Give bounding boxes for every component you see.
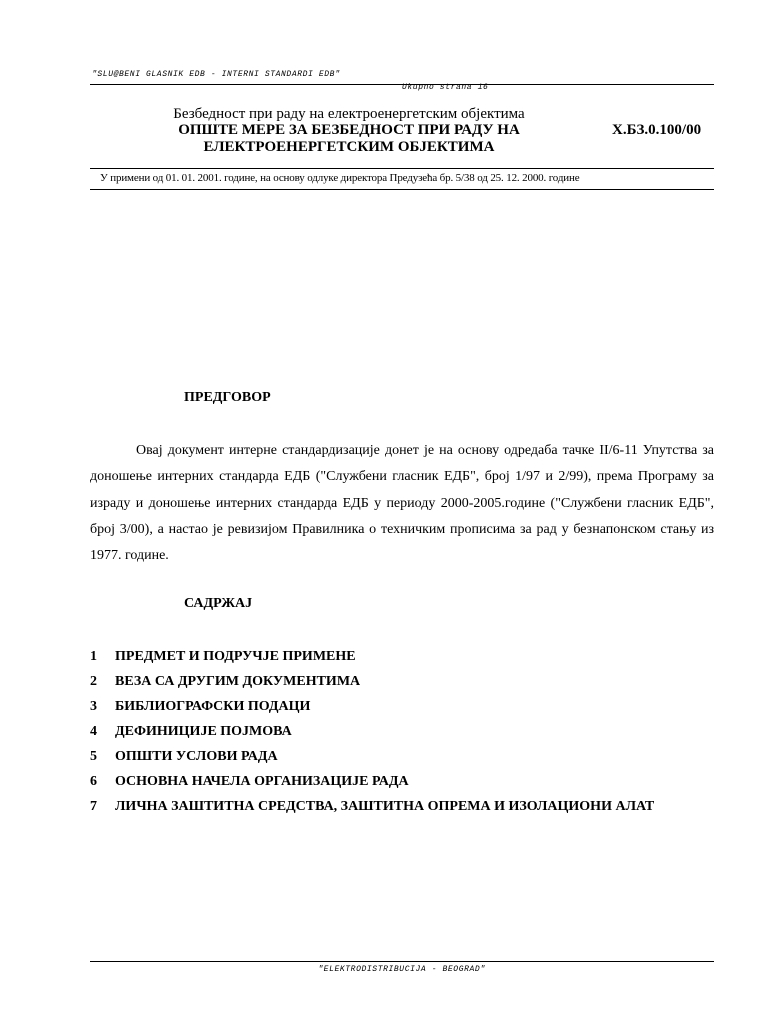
foreword-heading: ПРЕДГОВОР <box>184 390 271 405</box>
contents-item-title: ОПШТИ УСЛОВИ РАДА <box>115 749 278 764</box>
validity-bottom-rule <box>90 189 714 190</box>
header-journal: "SLU@BENI GLASNIK EDB - INTERNI STANDARDI EDB" <box>92 70 341 79</box>
contents-item <box>90 669 714 694</box>
contents-item <box>90 719 714 744</box>
document-subtitle: Безбедност при раду на електроенергетским објектима <box>173 106 525 122</box>
header-page-total: Ukupno strana 16 <box>402 83 489 92</box>
foreword-paragraph: Овај документ интерне стандардизације донет је на основу одредаба тачке II/6-11 Упутства за доношење интерних стандарда ЕДБ ("Службени гласник ЕДБ", број 1/97 и 2/99), према Програму за израду и доношење интерних стандарда ЕДБ у периоду 2000-2005.године ("Службени гласник ЕДБ", број 3/00), а настао је ревизијом Правилника о техничким прописима за рад у безнапонском стању из 1977. године. <box>90 443 714 564</box>
validity-top-rule <box>90 168 714 169</box>
contents-item-number: 3 <box>90 699 97 714</box>
contents-item-title: БИБЛИОГРАФСКИ ПОДАЦИ <box>115 699 311 714</box>
contents-item <box>90 769 714 794</box>
document-title-line-2: ЕЛЕКТРОЕНЕРГЕТСКИМ ОБЈЕКТИМА <box>203 139 495 155</box>
contents-item-number: 7 <box>90 799 97 814</box>
contents-item <box>90 644 714 669</box>
document-title-line-1: ОПШТЕ МЕРЕ ЗА БЕЗБЕДНОСТ ПРИ РАДУ НА <box>178 122 520 138</box>
contents-item-title: ОСНОВНА НАЧЕЛА ОРГАНИЗАЦИЈЕ РАДА <box>115 774 409 789</box>
contents-item-title: ДЕФИНИЦИЈЕ ПОЈМОВА <box>115 724 292 739</box>
contents-item <box>90 794 714 819</box>
contents-item-title: ВЕЗА СА ДРУГИМ ДОКУМЕНТИМА <box>115 674 361 689</box>
footer-rule <box>90 961 714 962</box>
contents-list <box>90 644 714 819</box>
validity-note: У примени од 01. 01. 2001. године, на основу одлуке директора Предузећа бр. 5/38 од 25. 12. 2000. године <box>100 172 580 184</box>
contents-item-number: 1 <box>90 649 97 664</box>
contents-item <box>90 694 714 719</box>
contents-item-title: ПРЕДМЕТ И ПОДРУЧЈЕ ПРИМЕНЕ <box>115 649 356 664</box>
document-title <box>90 122 608 156</box>
contents-item-number: 4 <box>90 724 97 739</box>
document-code: Х.БЗ.0.100/00 <box>612 122 702 138</box>
contents-heading: САДРЖАЈ <box>184 596 253 611</box>
contents-item <box>90 744 714 769</box>
contents-item-title: ЛИЧНА ЗАШТИТНА СРЕДСТВА, ЗАШТИТНА ОПРЕМА И ИЗОЛАЦИОНИ АЛАТ <box>115 799 655 814</box>
contents-item-number: 2 <box>90 674 97 689</box>
contents-item-number: 5 <box>90 749 97 764</box>
footer-text: "ELEKTRODISTRIBUCIJA - BEOGRAD" <box>318 965 486 974</box>
contents-item-number: 6 <box>90 774 97 789</box>
